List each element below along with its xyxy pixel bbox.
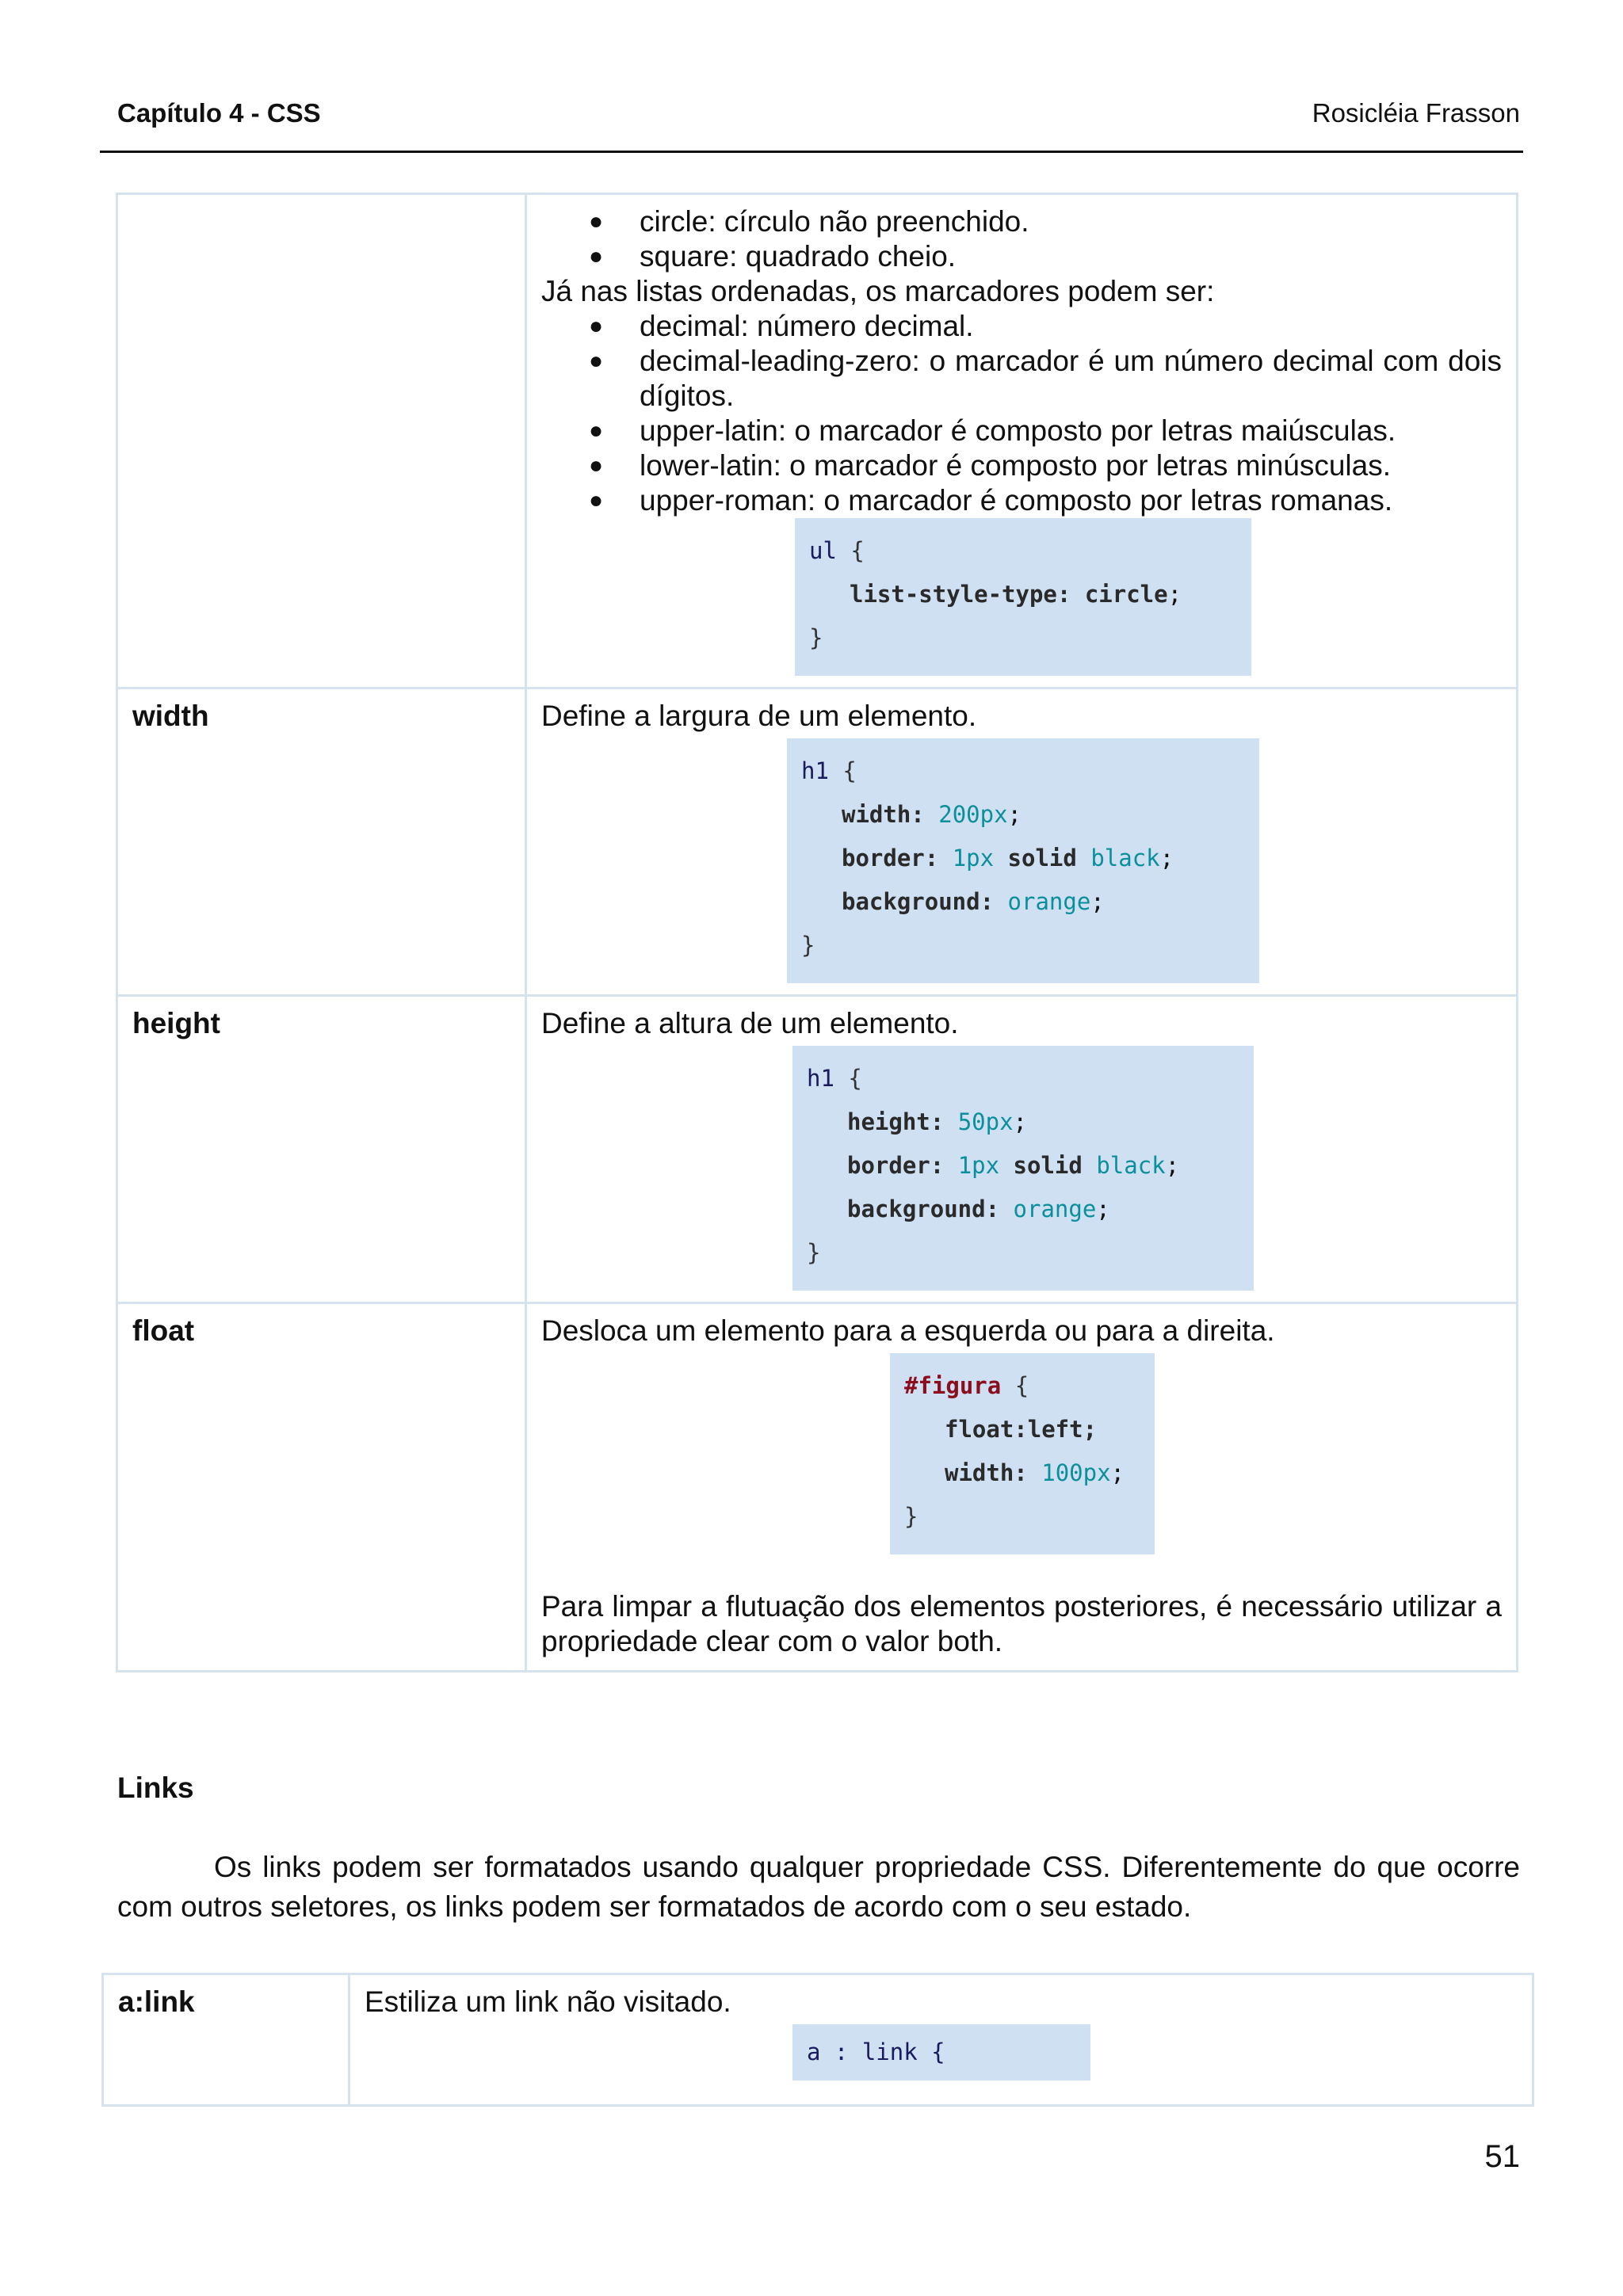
code-value: black: [1090, 845, 1160, 871]
code-brace: {: [1014, 1372, 1029, 1399]
chapter-title: Capítulo 4 - CSS: [117, 98, 321, 128]
description-cell: [526, 688, 1518, 996]
list-item: ● decimal-leading-zero: o marcador é um número decimal com dois dígitos.: [541, 344, 1502, 414]
property-cell: [117, 194, 526, 688]
code-value: 1px: [952, 845, 995, 871]
description-cell: [526, 996, 1518, 1303]
code-value: 200px: [938, 801, 1008, 828]
code-property: border:: [847, 1152, 945, 1179]
code-selector: a : link {: [807, 2039, 945, 2065]
property-description: Define a largura de um elemento.: [541, 700, 977, 732]
code-example-width: h1 { width: 200px; border: 1px solid black; background: orange; }: [787, 738, 1259, 983]
unordered-markers-list: [541, 204, 1502, 274]
code-example-list-style: [795, 518, 1251, 676]
code-value: orange: [1007, 888, 1091, 915]
list-item: ● lower-latin: o marcador é composto por letras minúsculas.: [541, 448, 1502, 483]
code-value: 1px: [957, 1152, 1000, 1179]
ordered-markers-list: [541, 309, 1502, 518]
code-example-height: h1 { height: 50px; border: 1px solid black; background: orange; }: [792, 1046, 1254, 1291]
table-row: [117, 1303, 1518, 1672]
list-item: ● decimal: número decimal.: [541, 309, 1502, 344]
css-properties-table: [116, 193, 1518, 1672]
author-name: Rosicléia Frasson: [1312, 98, 1520, 128]
code-example-float: #figura { float:left; width: 100px; }: [890, 1353, 1155, 1554]
table-row: [103, 1974, 1533, 2106]
link-states-table: [101, 1973, 1534, 2107]
property-description: Estiliza um link não visitado.: [365, 1985, 731, 2018]
property-cell: width: [117, 688, 526, 996]
code-selector: h1: [801, 757, 829, 784]
property-description: Define a altura de um elemento.: [541, 1007, 959, 1039]
code-value: circle: [1084, 581, 1168, 608]
list-item: ● upper-roman: o marcador é composto por letras romanas.: [541, 483, 1502, 518]
list-item: ● square: quadrado cheio.: [541, 239, 1502, 274]
section-paragraph: Os links podem ser formatados usando qualquer propriedade CSS. Diferentemente do que ocorre com outros seletores, os links podem ser formatados de acordo com o seu estado.: [117, 1851, 1520, 1923]
list-item: ● upper-latin: o marcador é composto por letras maiúsculas.: [541, 414, 1502, 448]
code-property: background:: [847, 1196, 1000, 1222]
code-property: height:: [847, 1108, 945, 1135]
ordered-intro: Já nas listas ordenadas, os marcadores podem ser:: [541, 275, 1215, 307]
property-cell: a:link: [103, 1974, 349, 2106]
code-value: solid: [1007, 845, 1077, 871]
code-semicolon: ;: [1167, 581, 1182, 608]
table-row: [117, 688, 1518, 996]
code-selector: ul: [809, 537, 837, 564]
code-brace: }: [904, 1503, 918, 1530]
code-value: solid: [1013, 1152, 1083, 1179]
description-cell: [349, 1974, 1533, 2106]
code-property: float:left;: [945, 1416, 1098, 1443]
code-example-alink: [792, 2024, 1090, 2081]
code-property: border:: [842, 845, 939, 871]
property-cell: height: [117, 996, 526, 1303]
code-brace: {: [848, 1065, 862, 1092]
list-item: ● circle: círculo não preenchido.: [541, 204, 1502, 239]
code-value: 50px: [957, 1108, 1014, 1135]
float-note: Para limpar a flutuação dos elementos posteriores, é necessário utilizar a propriedade clear com o valor both.: [541, 1590, 1502, 1657]
code-selector: #figura: [904, 1372, 1002, 1399]
table-row: [117, 194, 1518, 688]
code-property: width:: [842, 801, 925, 828]
header-rule: [100, 151, 1523, 153]
table-row: [117, 996, 1518, 1303]
section-heading: Links: [117, 1772, 194, 1804]
code-property: background:: [842, 888, 995, 915]
property-description: Desloca um elemento para a esquerda ou para a direita.: [541, 1314, 1275, 1347]
code-value: orange: [1013, 1196, 1097, 1222]
code-brace: }: [807, 1239, 821, 1266]
code-brace: }: [801, 932, 815, 959]
code-brace: {: [842, 757, 857, 784]
property-cell: float: [117, 1303, 526, 1672]
code-value: 100px: [1041, 1459, 1111, 1486]
description-cell: [526, 1303, 1518, 1672]
page-number: 51: [1484, 2139, 1520, 2174]
code-value: black: [1096, 1152, 1166, 1179]
description-cell: [526, 194, 1518, 688]
code-brace: }: [809, 624, 823, 651]
code-property: width:: [945, 1459, 1028, 1486]
code-selector: h1: [807, 1065, 834, 1092]
code-brace: {: [850, 537, 865, 564]
code-property: list-style-type:: [850, 581, 1071, 608]
